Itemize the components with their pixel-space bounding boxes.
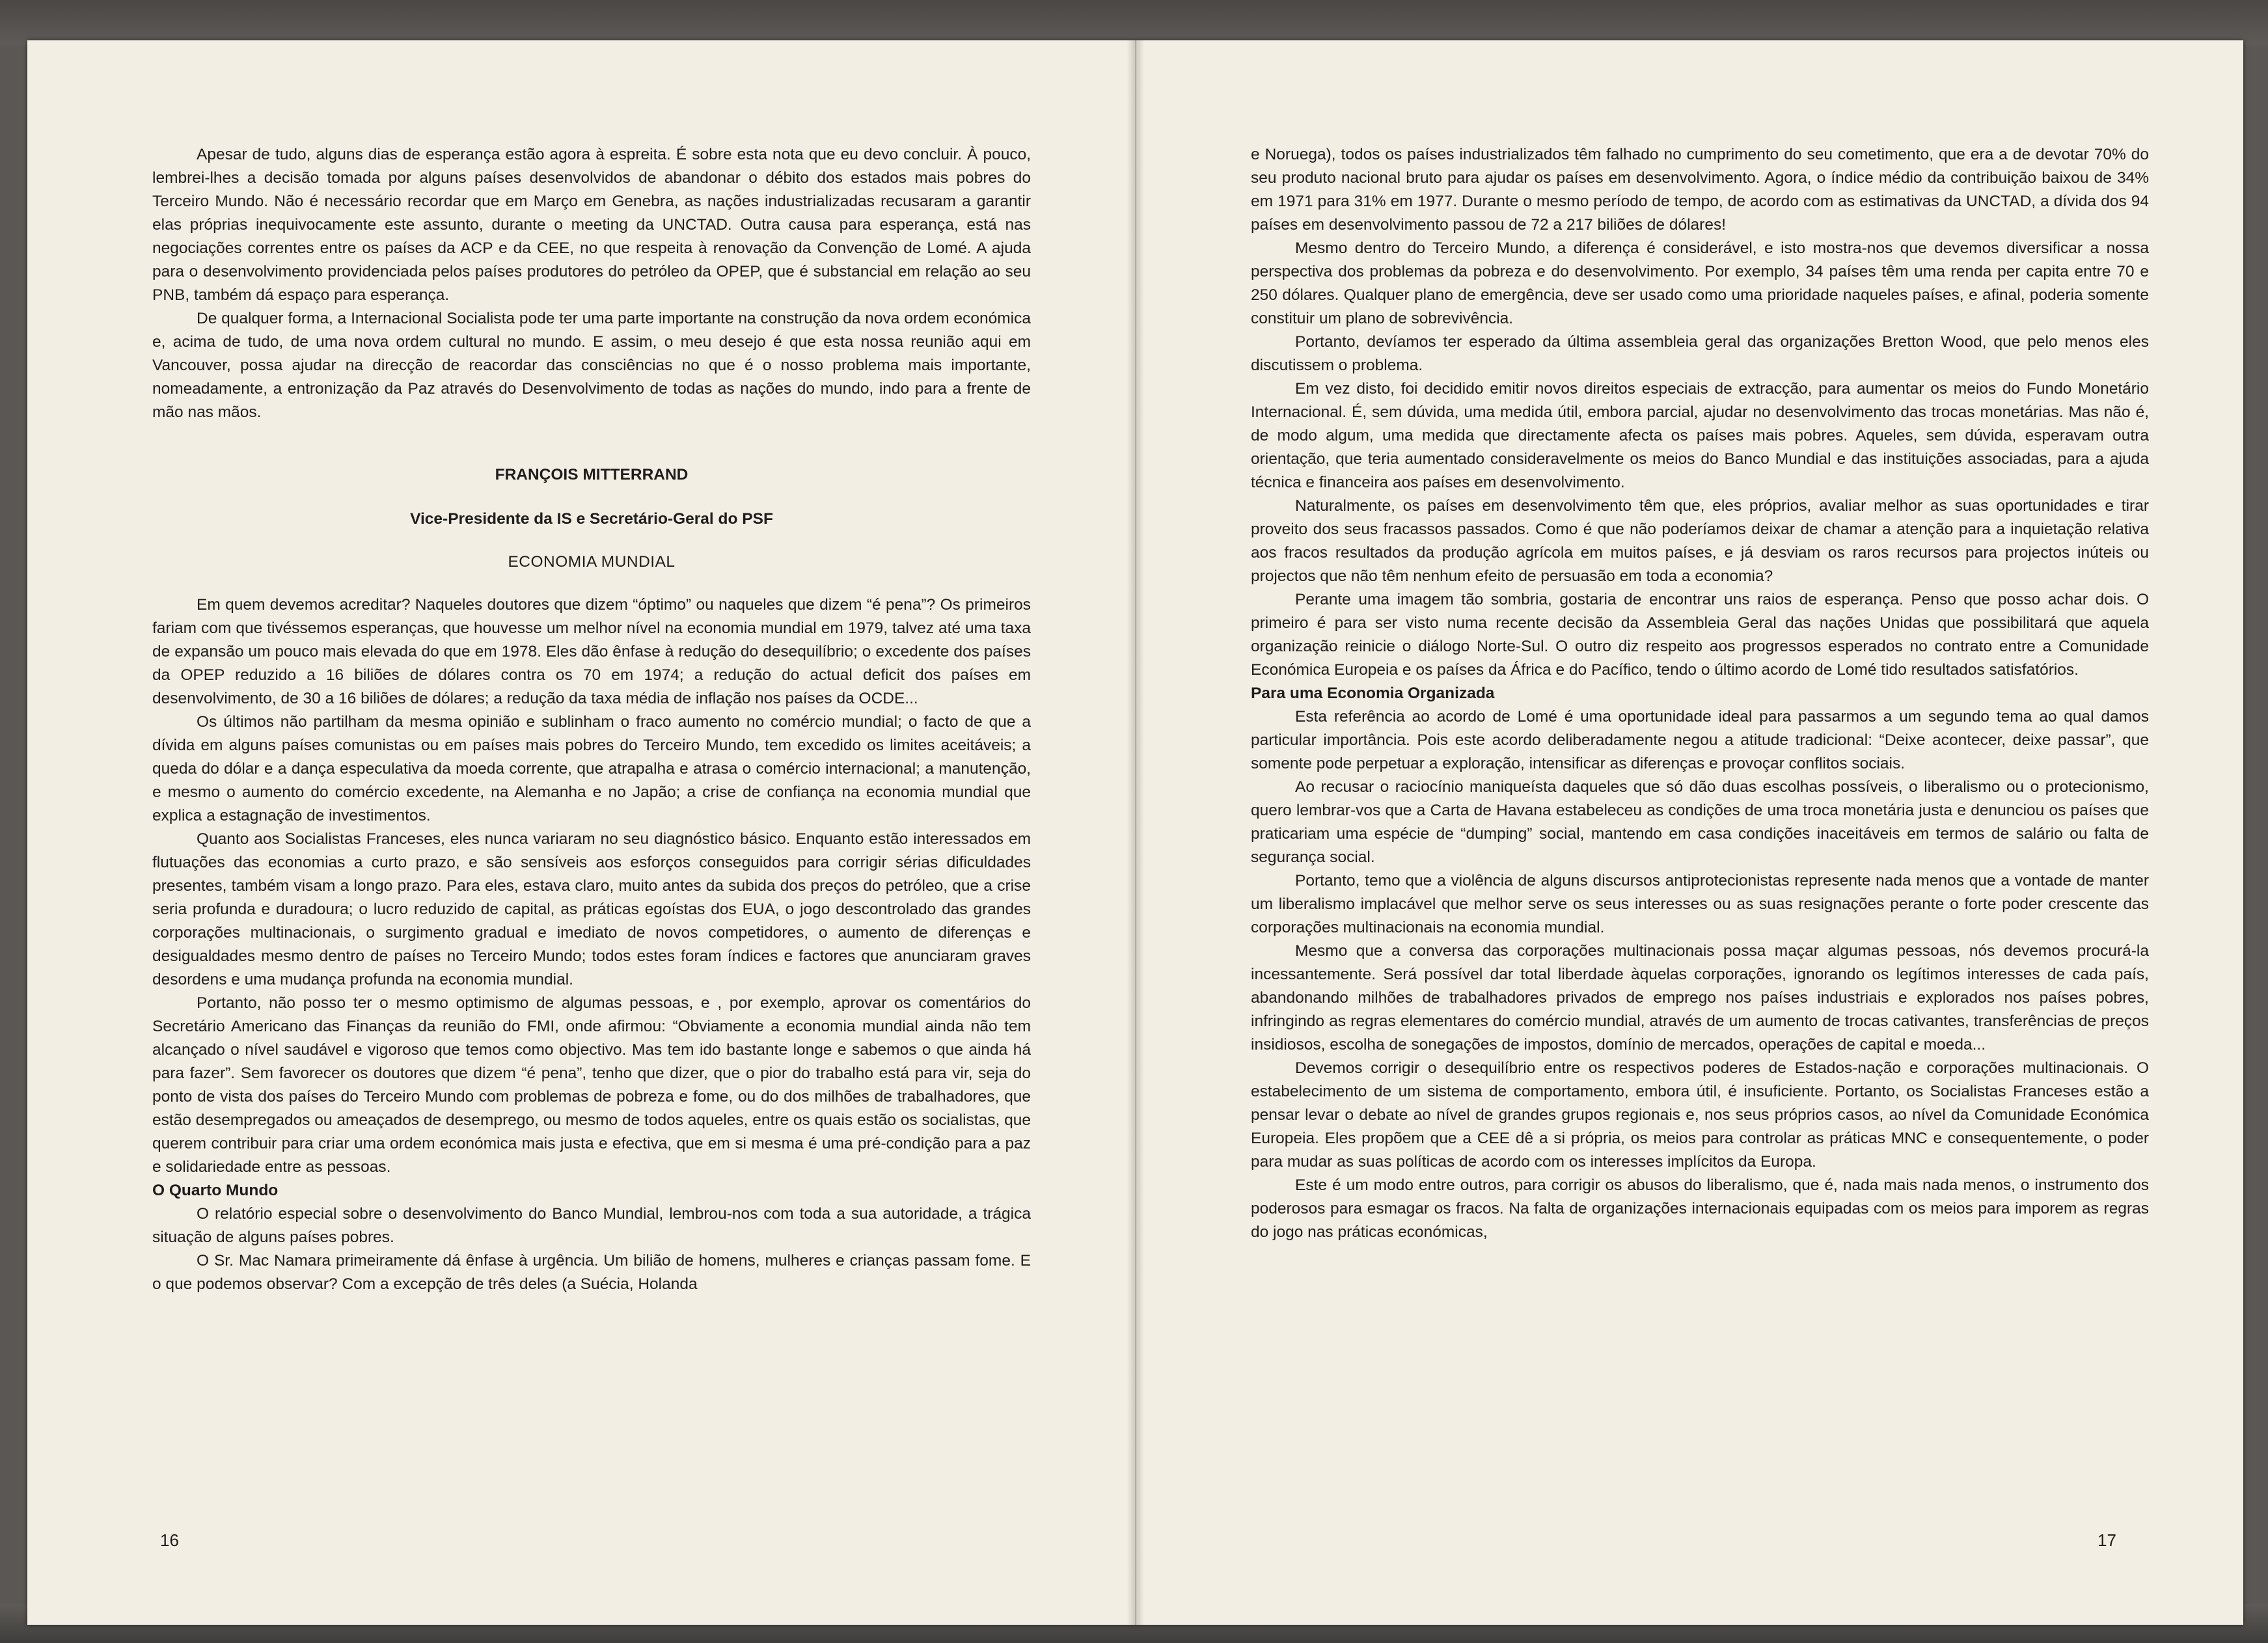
paragraph: Quanto aos Socialistas Franceses, eles nunca variaram no seu diagnóstico básico. Enquanto estão interessados em flutuações das economias a curto prazo, e são sensíveis aos esforços conseguidos para corrigir sérias dificuldades presentes, também visam a longo prazo. Para eles, estava claro, muito antes da subida dos preços do petróleo, que a crise seria profunda e duradoura; o lucro reduzido de capital, as práticas egoístas dos EUA, o jogo descontrolado das grandes corporações multinacionais, o surgimento gradual e imediato de novos competidores, o aumento de diferenças e desigualdades mesmo dentro de países no Terceiro Mundo; todos estes foram índices e factores que anunciaram graves desordens e uma mudança profunda na economia mundial. [152,830,1031,988]
paragraph: Ao recusar o raciocínio maniqueísta daqueles que só dão duas escolhas possíveis, o liberalismo ou o protecionismo, quero lembrar-vos que a Carta de Havana estabeleceu as condições de uma troca monetária justa e denunciou os países que praticariam uma espécie de “dumping” social, mantendo em casa condições inaceitáveis em termos de salário ou falta de segurança social. [1251,778,2149,866]
paragraph: O Sr. Mac Namara primeiramente dá ênfase à urgência. Um bilião de homens, mulheres e crianças passam fome. E o que podemos observar? Com a excepção de três deles (a Suécia, Holanda [152,1252,1031,1293]
right-text-column [1251,143,2149,1244]
backdrop-top [0,0,2268,46]
paragraph: Portanto, temo que a violência de alguns discursos antiprotecionistas represente nada menos que a vontade de manter um liberalismo implacável que melhor serve os seus interesses ou as suas resignações perante o forte poder crescente das corporações multinacionais na economia mundial. [1251,872,2149,936]
left-text-column [152,143,1031,1296]
paragraph: Este é um modo entre outros, para corrigir os abusos do liberalismo, que é, nada mais nada menos, o instrumento dos poderosos para esmagar os fracos. Na falta de organizações internacionais equipadas com os meios para imporem as regras do jogo nas práticas económicas, [1251,1176,2149,1241]
paragraph: Mesmo dentro do Terceiro Mundo, a diferença é considerável, e isto mostra-nos que devemos diversificar a nossa perspectiva dos problemas da pobreza e do desenvolvimento. Por exemplo, 34 países têm uma renda per capita entre 70 e 250 dólares. Qualquer plano de emergência, deve ser usado como uma prioridade naqueles países, e afinal, poderia somente constituir um plano de sobrevivência. [1251,239,2149,327]
section-heading: O Quarto Mundo [152,1182,279,1199]
speaker-name: FRANÇOIS MITTERRAND [495,466,689,483]
paragraph: Esta referência ao acordo de Lomé é uma oportunidade ideal para passarmos a um segundo tema ao qual damos particular importância. Pois este acordo deliberadamente negou a atitude tradicional: “Deixe acontecer, deixe passar”, que somente pode perpetuar a exploração, intensificar as diferenças e provoçar conflitos sociais. [1251,708,2149,772]
right-page [1136,40,2243,1625]
paragraph: Os últimos não partilham da mesma opinião e sublinham o fraco aumento no comércio mundial; o facto de que a dívida em alguns países comunistas ou em países mais pobres do Terceiro Mundo, tem excedido os limites aceitáveis; a queda do dólar e a dança especulativa da moeda corrente, que atrapalha e atrasa o comércio internacional; a manutenção, e mesmo o aumento do comércio excedente, na Alemanha e no Japão; a crise de confiança na economia mundial que explica a estagnação de investimentos. [152,713,1031,824]
section-heading: Para uma Economia Organizada [1251,685,1495,702]
paragraph: e Noruega), todos os países industrializados têm falhado no cumprimento do seu cometimento, que era a de devotar 70% do seu produto nacional bruto para ajudar os países em desenvolvimento. Agora, o índice médio da contribuição baixou de 34% em 1971 para 31% em 1977. Durante o mesmo período de tempo, de acordo com as estimativas da UNCTAD, a dívida dos 94 países em desenvolvimento passou de 72 a 217 biliões de dólares! [1251,146,2149,234]
page-number: 16 [160,1530,179,1550]
paragraph: Apesar de tudo, alguns dias de esperança estão agora à espreita. É sobre esta nota que eu devo concluir. À pouco, lembrei-lhes a decisão tomada por alguns países desenvolvidos de abandonar o débito dos estados mais pobres do Terceiro Mundo. Não é necessário recordar que em Março em Genebra, as nações industrializadas recusaram a garantir elas próprias inequivocamente este assunto, durante o meeting da UNCTAD. Outra causa para esperança, está nas negociações correntes entre os países da ACP e da CEE, no que respeita à renovação da Convenção de Lomé. A ajuda para o desenvolvimento providenciada pelos países produtores do petróleo da OPEP, que é substancial em relação ao seu PNB, também dá espaço para esperança. [152,146,1031,304]
paragraph: Em quem devemos acreditar? Naqueles doutores que dizem “óptimo” ou naqueles que dizem “é pena”? Os primeiros fariam com que tivéssemos esperanças, que houvesse um melhor nível na economia mundial em 1979, talvez até uma taxa de expansão um pouco mais elevada do que em 1978. Eles dão ênfase à redução do desequilíbrio; o excedente dos países da OPEP reduzido a 16 biliões de dólares contra os 70 em 1974; a redução do actual deficit dos países em desenvolvimento, de 30 a 16 biliões de dólares; a redução da taxa média de inflação nos países da OCDE... [152,596,1031,707]
paragraph: Devemos corrigir o desequilíbrio entre os respectivos poderes de Estados-nação e corporações multinacionais. O estabelecimento de um sistema de comportamento, embora útil, é insuficiente. Portanto, os Socialistas Franceses estão a pensar levar o debate ao nível de grandes grupos regionais e, nos seus próprios casos, ao nível da Comunidade Económica Europeia. Eles propõem que a CEE dê a si própria, os meios para controlar as práticas MNC e consequentemente, o poder para mudar as suas políticas de acordo com os interesses implícitos da Europa. [1251,1059,2149,1171]
paragraph: Portanto, não posso ter o mesmo optimismo de algumas pessoas, e , por exemplo, aprovar os comentários do Secretário Americano das Finanças da reunião do FMI, onde afirmou: “Obviamente a economia mundial ainda não tem alcançado o nível saudável e vigoroso que temos como objectivo. Mas tem ido bastante longe e sabemos o que ainda há para fazer”. Sem favorecer os doutores que dizem “é pena”, tenho que dizer, que o pior do trabalho está para vir, seja do ponto de vista dos países do Terceiro Mundo com problemas de pobreza e fome, ou do dos milhões de trabalhadores, que estão desempregados ou ameaçados de desemprego, ou mesmo de todos aqueles, entre os quais estão os socialistas, que querem contribuir para criar uma ordem económica mais justa e efectiva, que em si mesma é uma pré-condição para a paz e solidariedade entre as pessoas. [152,994,1031,1176]
left-page [27,40,1135,1625]
speaker-role: Vice-Presidente da IS e Secretário-Geral do PSF [410,510,773,528]
booklet-spread [27,40,2243,1625]
paragraph: Portanto, devíamos ter esperado da última assembleia geral das organizações Bretton Wood, que pelo menos eles discutissem o problema. [1251,333,2149,374]
paragraph: Em vez disto, foi decidido emitir novos direitos especiais de extracção, para aumentar os meios do Fundo Monetário Internacional. É, sem dúvida, uma medida útil, embora parcial, ajudar no desenvolvimento das trocas monetárias. Mas não é, de modo algum, uma medida que directamente afecta os países mais pobres. Aqueles, sem dúvida, esperavam outra orientação, que teria aumentado consideravelmente os meios do Banco Mundial e das instituições associadas, para a ajuda técnica e financeira aos países em desenvolvimento. [1251,380,2149,491]
page-number: 17 [2097,1530,2116,1550]
paragraph: Naturalmente, os países em desenvolvimento têm que, eles próprios, avaliar melhor as suas oportunidades e tirar proveito dos seus fracassos passados. Como é que não poderíamos deixar de chamar a atenção para a inquietação relativa aos fracos resultados da produção agrícola em muitos países, e já desviam os raros recursos para projectos inúteis ou projectos que não têm nenhum efeito de persuasão em toda a economia? [1251,497,2149,585]
paragraph: De qualquer forma, a Internacional Socialista pode ter uma parte importante na construção da nova ordem económica e, acima de tudo, de uma nova ordem cultural no mundo. E assim, o meu desejo é que esta nossa reunião aqui em Vancouver, possa ajudar na direcção de reacordar das consciências no que é o nosso problema mais importante, nomeadamente, a entronização da Paz através do Desenvolvimento de todas as nações do mundo, indo para a frente de mão nas mãos. [152,310,1031,421]
speech-title: ECONOMIA MUNDIAL [508,553,676,571]
paragraph: Mesmo que a conversa das corporações multinacionais possa maçar algumas pessoas, nós devemos procurá-la incessantemente. Será possível dar total liberdade àquelas corporações, ignorando os legítimos interesses de cada país, abandonando milhões de trabalhadores privados de emprego nos países industriais e explorados nos países pobres, infringindo as regras elementares do comércio mundial, através de um aumento de trocas cativantes, transferências de preços insidiosos, escolha de sonegações de impostos, domínio de mercados, operações de capital e moeda... [1251,942,2149,1053]
book-gutter [1127,40,1144,1625]
paragraph: Perante uma imagem tão sombria, gostaria de encontrar uns raios de esperança. Penso que posso achar dois. O primeiro é para ser visto numa recente decisão da Assembleia Geral das nações Unidas que possibilitará que aquela organização reinicie o diálogo Norte-Sul. O outro diz respeito aos progressos esperados no contrato entre a Comunidade Económica Europeia e os países da África e do Pacífico, tendo o último acordo de Lomé tido resultados satisfatórios. [1251,591,2149,679]
paragraph: O relatório especial sobre o desenvolvimento do Banco Mundial, lembrou-nos com toda a sua autoridade, a trágica situação de alguns países pobres. [152,1205,1031,1246]
